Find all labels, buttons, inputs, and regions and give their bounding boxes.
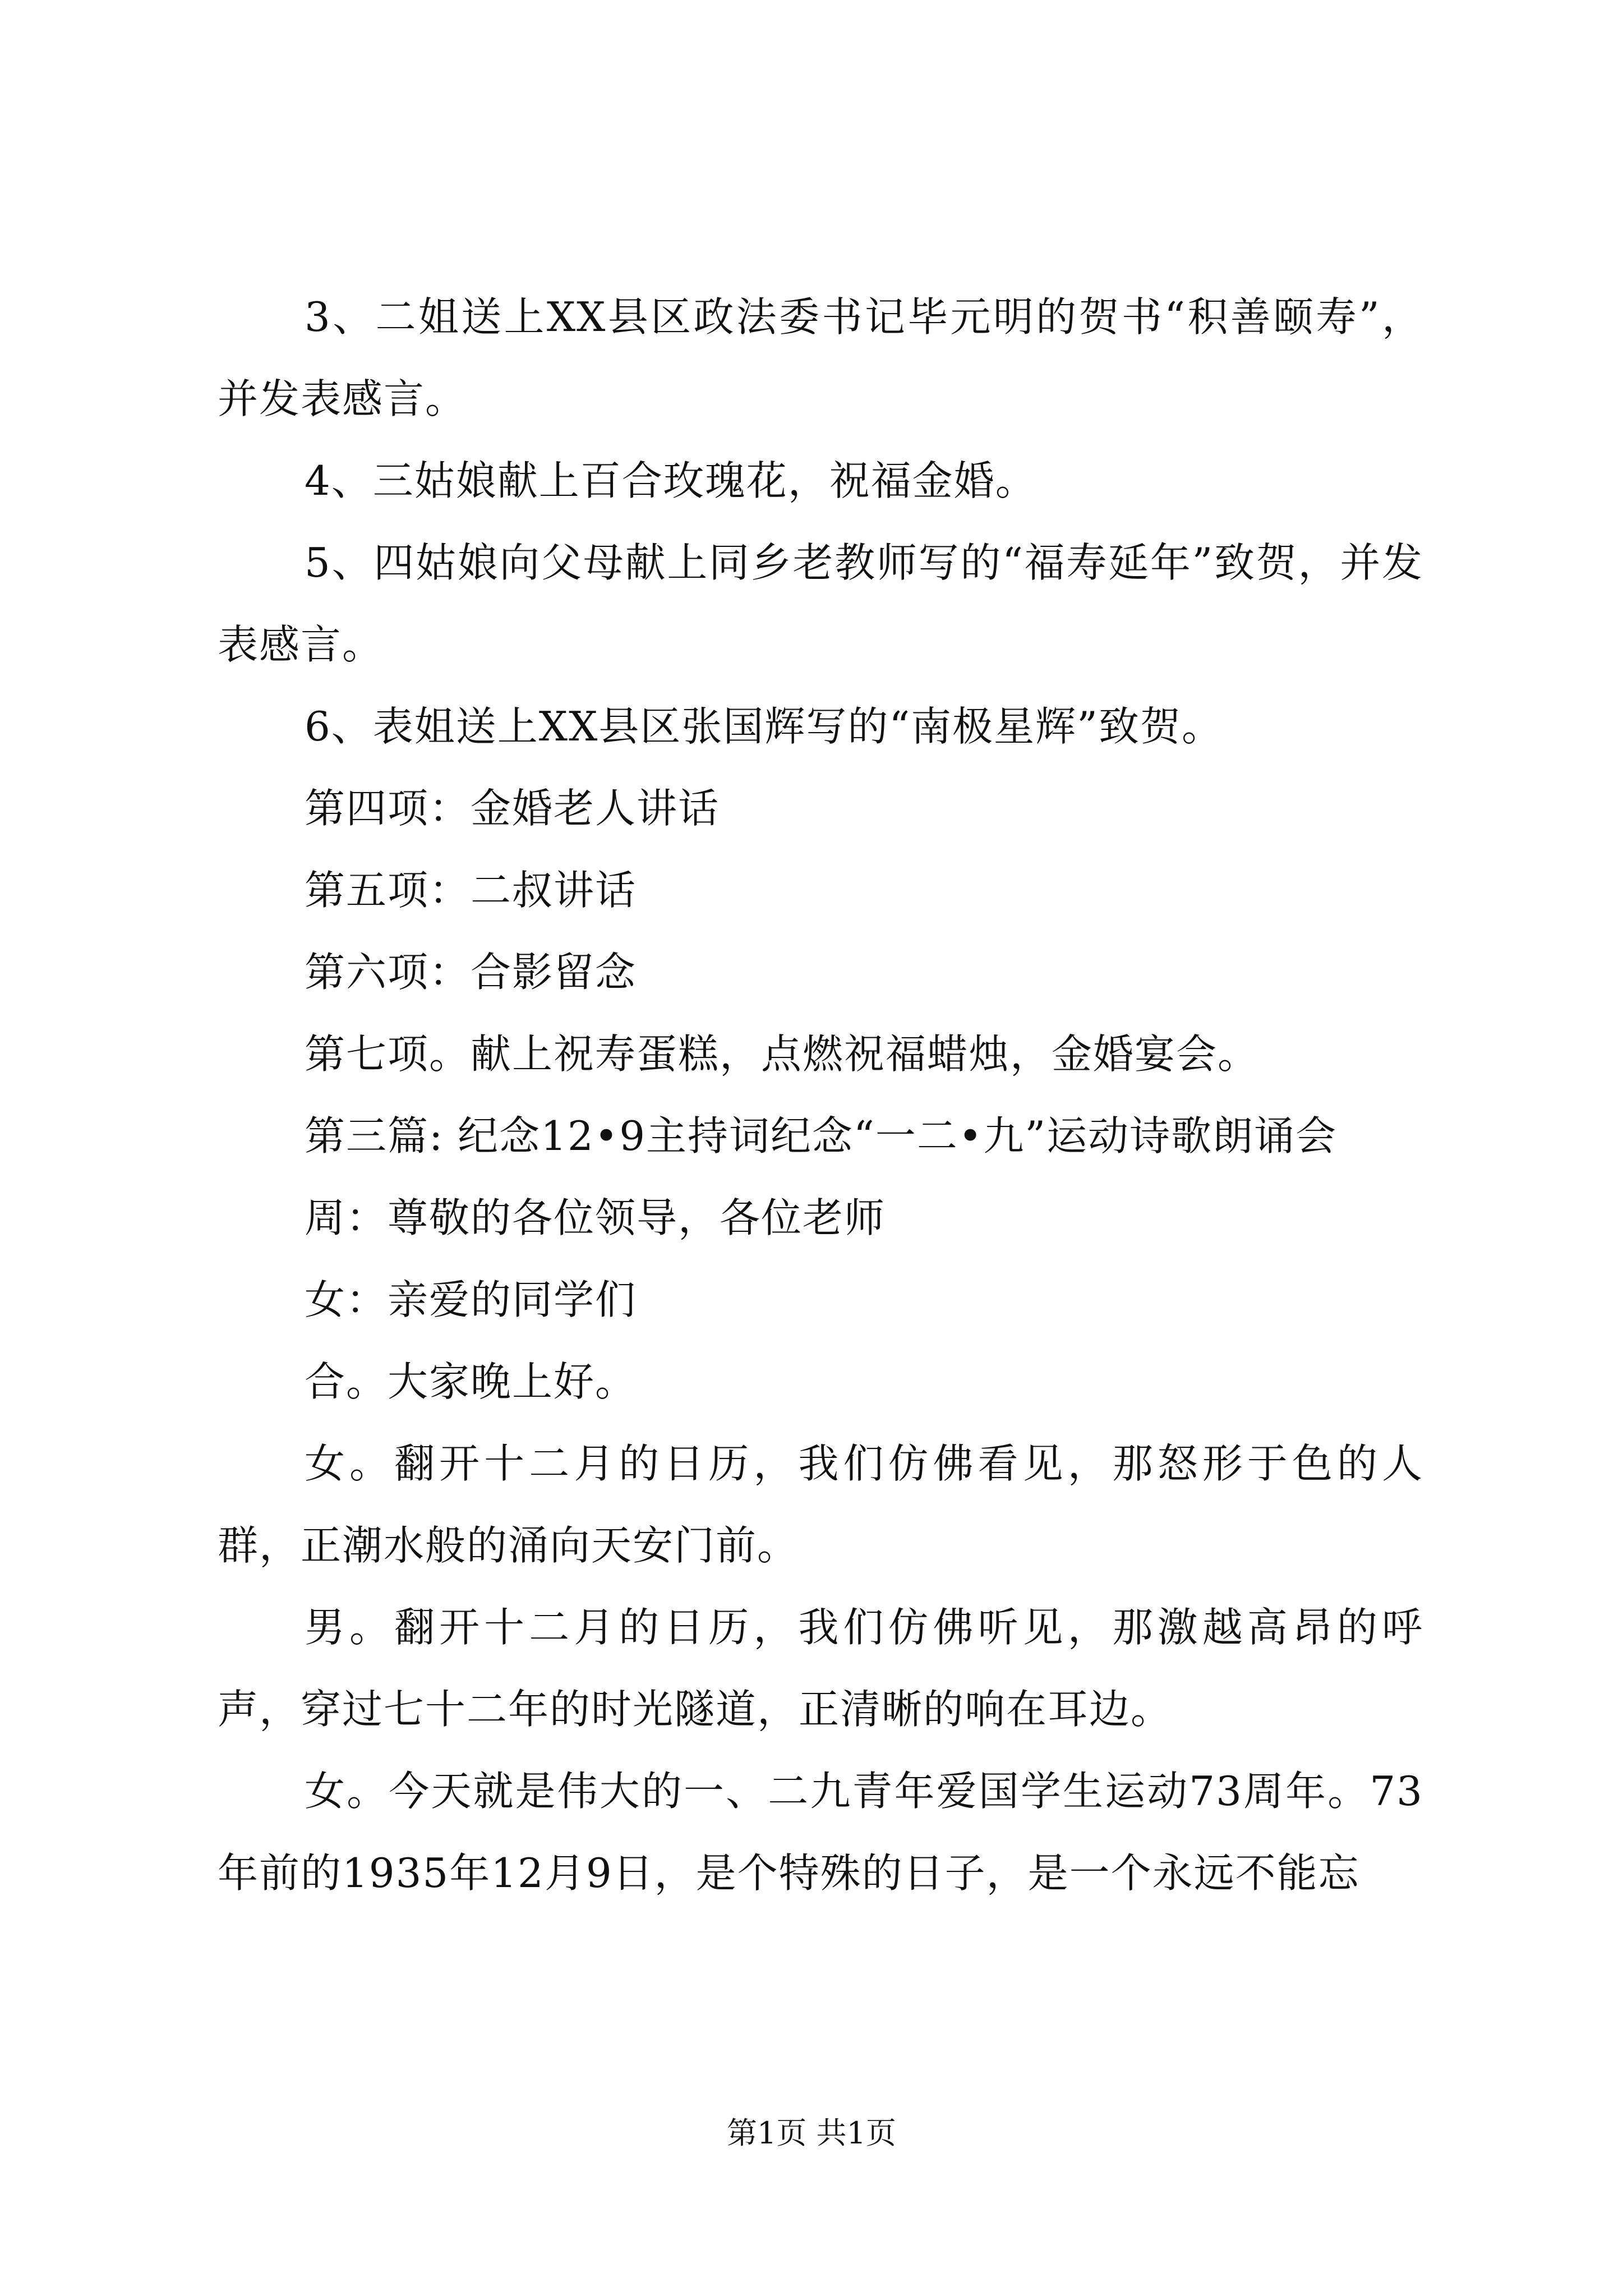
paragraph-2: 4、三姑娘献上百合玫瑰花，祝福金婚。 [305, 457, 1037, 504]
page-number-label: 第1页 共1页 [727, 2115, 896, 2151]
paragraph-10: 周：尊敬的各位领导，各位老师 [305, 1194, 886, 1241]
paragraph-4: 6、表姐送上XX县区张国辉写的“南极星辉”致贺。 [305, 703, 1223, 750]
paragraph-1: 3、二姐送上XX县区政法委书记毕元明的贺书“积善颐寿”，并发表感言。 [218, 293, 1423, 422]
paragraph-6: 第五项：二叔讲话 [305, 867, 637, 914]
page-footer [0, 2114, 1623, 2153]
document-body [218, 276, 1423, 1914]
paragraph-9: 第三篇: 纪念12•9主持词纪念“一二•九”运动诗歌朗诵会 [305, 1112, 1338, 1159]
paragraph-13: 女。翻开十二月的日历，我们仿佛看见，那怒形于色的人群，正潮水般的涌向天安门前。 [218, 1440, 1423, 1569]
paragraph-7: 第六项：合影留念 [305, 949, 637, 996]
paragraph-14: 男。翻开十二月的日历，我们仿佛听见，那激越高昂的呼声，穿过七十二年的时光隧道，正清晰的响在耳边。 [218, 1604, 1423, 1733]
paragraph-12: 合。大家晚上好。 [305, 1358, 637, 1405]
paragraph-15: 女。今天就是伟大的一、二九青年爱国学生运动73周年。73年前的1935年12月9日，是个特殊的日子，是一个永远不能忘 [218, 1768, 1423, 1897]
paragraph-5: 第四项：金婚老人讲话 [305, 785, 720, 832]
paragraph-3: 5、四姑娘向父母献上同乡老教师写的“福寿延年”致贺，并发表感言。 [218, 539, 1423, 668]
paragraph-8: 第七项。献上祝寿蛋糕，点燃祝福蜡烛，金婚宴会。 [305, 1030, 1260, 1078]
paragraph-11: 女：亲爱的同学们 [305, 1276, 637, 1323]
